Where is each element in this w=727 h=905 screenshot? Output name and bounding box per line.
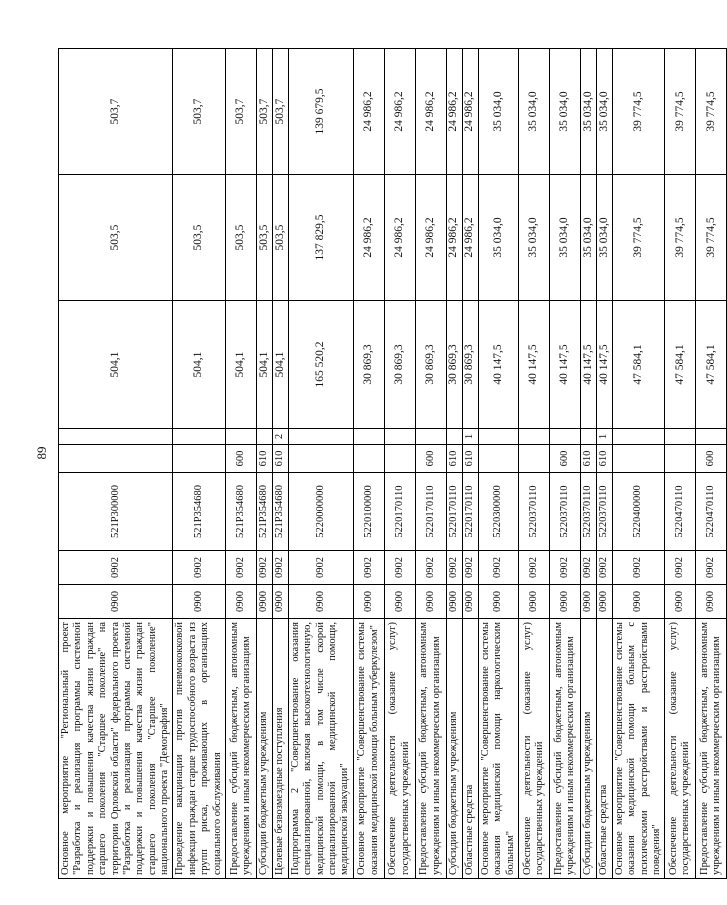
table-row bbox=[478, 49, 518, 879]
section-code-cell: 0900 bbox=[478, 585, 518, 619]
amount-year-3-cell: 24 986,2 bbox=[446, 49, 462, 175]
expense-type-cell bbox=[173, 445, 226, 473]
amount-year-3-cell: 24 986,2 bbox=[415, 49, 446, 175]
amount-year-2-cell: 39 774,5 bbox=[696, 175, 727, 301]
section-code-cell: 0900 bbox=[415, 585, 446, 619]
row-name-cell: Субсидии бюджетным учреждениям bbox=[580, 619, 596, 879]
section-code-cell: 0900 bbox=[256, 585, 272, 619]
amount-year-1-cell: 47 584,1 bbox=[696, 301, 727, 429]
section-code-cell: 0900 bbox=[596, 585, 612, 619]
amount-year-1-cell: 40 147,5 bbox=[580, 301, 596, 429]
amount-year-2-cell: 24 986,2 bbox=[462, 175, 478, 301]
target-article-cell: 5220170110 bbox=[446, 473, 462, 551]
source-code-cell bbox=[612, 429, 665, 445]
expense-type-cell bbox=[665, 445, 696, 473]
rotated-table-wrapper bbox=[58, 49, 723, 879]
expense-type-cell: 610 bbox=[462, 445, 478, 473]
amount-year-3-cell: 24 986,2 bbox=[353, 49, 384, 175]
target-article-cell: 5220370110 bbox=[518, 473, 549, 551]
table-row bbox=[446, 49, 462, 879]
subsection-code-cell: 0902 bbox=[353, 551, 384, 585]
target-article-cell: 521P300000 bbox=[59, 473, 173, 551]
amount-year-2-cell: 24 986,2 bbox=[446, 175, 462, 301]
subsection-code-cell: 0902 bbox=[518, 551, 549, 585]
source-code-cell bbox=[225, 429, 256, 445]
amount-year-1-cell: 40 147,5 bbox=[596, 301, 612, 429]
target-article-cell: 5220300000 bbox=[478, 473, 518, 551]
source-code-cell bbox=[256, 429, 272, 445]
target-article-cell: 5220470110 bbox=[665, 473, 696, 551]
amount-year-2-cell: 137 829,5 bbox=[288, 175, 353, 301]
subsection-code-cell: 0902 bbox=[384, 551, 415, 585]
section-code-cell: 0900 bbox=[225, 585, 256, 619]
section-code-cell: 0900 bbox=[384, 585, 415, 619]
source-code-cell bbox=[446, 429, 462, 445]
subsection-code-cell: 0902 bbox=[288, 551, 353, 585]
target-article-cell: 5220470110 bbox=[696, 473, 727, 551]
expense-type-cell: 600 bbox=[415, 445, 446, 473]
expense-type-cell: 610 bbox=[580, 445, 596, 473]
expense-type-cell bbox=[288, 445, 353, 473]
source-code-cell bbox=[478, 429, 518, 445]
row-name-cell: Основное мероприятие "Совершенствование системы оказания медицинской помощи больным туберкулезом" bbox=[353, 619, 384, 879]
section-code-cell: 0900 bbox=[665, 585, 696, 619]
subsection-code-cell: 0902 bbox=[549, 551, 580, 585]
amount-year-3-cell: 35 034,0 bbox=[518, 49, 549, 175]
table-row bbox=[462, 49, 478, 879]
target-article-cell: 5220370110 bbox=[549, 473, 580, 551]
table-row bbox=[272, 49, 288, 879]
table-row bbox=[353, 49, 384, 879]
table-row bbox=[173, 49, 226, 879]
row-name-cell: Областные средства bbox=[596, 619, 612, 879]
row-name-cell: Субсидии бюджетным учреждениям bbox=[446, 619, 462, 879]
target-article-cell: 521P354680 bbox=[173, 473, 226, 551]
section-code-cell: 0900 bbox=[272, 585, 288, 619]
expense-type-cell: 610 bbox=[446, 445, 462, 473]
source-code-cell bbox=[59, 429, 173, 445]
source-code-cell bbox=[415, 429, 446, 445]
subsection-code-cell: 0902 bbox=[173, 551, 226, 585]
source-code-cell bbox=[288, 429, 353, 445]
section-code-cell: 0900 bbox=[288, 585, 353, 619]
amount-year-3-cell: 35 034,0 bbox=[478, 49, 518, 175]
subsection-code-cell: 0902 bbox=[225, 551, 256, 585]
amount-year-2-cell: 24 986,2 bbox=[353, 175, 384, 301]
row-name-cell: Обеспечение деятельности (оказание услуг) государственных учреждений bbox=[665, 619, 696, 879]
table-row bbox=[256, 49, 272, 879]
table-row bbox=[580, 49, 596, 879]
amount-year-1-cell: 40 147,5 bbox=[478, 301, 518, 429]
source-code-cell bbox=[665, 429, 696, 445]
section-code-cell: 0900 bbox=[549, 585, 580, 619]
amount-year-3-cell: 39 774,5 bbox=[665, 49, 696, 175]
table-row bbox=[549, 49, 580, 879]
row-name-cell: Предоставление субсидий бюджетным, автономным учреждениям и иным некоммерческим организациям bbox=[696, 619, 727, 879]
amount-year-3-cell: 35 034,0 bbox=[549, 49, 580, 175]
row-name-cell: Основное мероприятие "Совершенствование системы оказания медицинской помощи наркологическим больным" bbox=[478, 619, 518, 879]
section-code-cell: 0900 bbox=[518, 585, 549, 619]
row-name-cell: Предоставление субсидий бюджетным, автономным учреждениям и иным некоммерческим организациям bbox=[225, 619, 256, 879]
subsection-code-cell: 0902 bbox=[272, 551, 288, 585]
amount-year-3-cell: 39 774,5 bbox=[612, 49, 665, 175]
target-article-cell: 5220400000 bbox=[612, 473, 665, 551]
amount-year-1-cell: 30 869,3 bbox=[415, 301, 446, 429]
target-article-cell: 5220000000 bbox=[288, 473, 353, 551]
row-name-cell: Областные средства bbox=[462, 619, 478, 879]
amount-year-2-cell: 503,5 bbox=[173, 175, 226, 301]
amount-year-3-cell: 503,7 bbox=[59, 49, 173, 175]
subsection-code-cell: 0902 bbox=[59, 551, 173, 585]
amount-year-1-cell: 30 869,3 bbox=[384, 301, 415, 429]
table-row bbox=[288, 49, 353, 879]
row-name-cell: Обеспечение деятельности (оказание услуг) государственных учреждений bbox=[384, 619, 415, 879]
target-article-cell: 5220170110 bbox=[462, 473, 478, 551]
expense-type-cell bbox=[518, 445, 549, 473]
source-code-cell: 1 bbox=[596, 429, 612, 445]
target-article-cell: 5220170110 bbox=[384, 473, 415, 551]
amount-year-1-cell: 47 584,1 bbox=[612, 301, 665, 429]
subsection-code-cell: 0902 bbox=[256, 551, 272, 585]
amount-year-1-cell: 504,1 bbox=[225, 301, 256, 429]
amount-year-1-cell: 504,1 bbox=[272, 301, 288, 429]
row-name-cell: Основное мероприятие "Региональный проект "Разработка и реализация программы системной поддержки и повышения качества жизни граждан старшего поколения "Старшее поколение" на территории Орловской области" федерального проекта "Разработка и реализация программы системной поддержки и повышения качества жизни граждан старшего поколения "Старшее поколение" национального проекта "Демография" bbox=[59, 619, 173, 879]
target-article-cell: 521P354680 bbox=[225, 473, 256, 551]
table-row bbox=[696, 49, 727, 879]
row-name-cell: Подпрограмма 2 "Совершенствование оказания специализированной, включая высокотехнологичную, медицинской помощи, в том числе скорой специализированной медицинской помощи, медицинской эвакуации" bbox=[288, 619, 353, 879]
expense-type-cell: 610 bbox=[256, 445, 272, 473]
amount-year-2-cell: 503,5 bbox=[225, 175, 256, 301]
subsection-code-cell: 0902 bbox=[446, 551, 462, 585]
source-code-cell bbox=[384, 429, 415, 445]
expense-type-cell bbox=[478, 445, 518, 473]
target-article-cell: 5220370110 bbox=[596, 473, 612, 551]
amount-year-1-cell: 40 147,5 bbox=[549, 301, 580, 429]
amount-year-1-cell: 30 869,3 bbox=[446, 301, 462, 429]
subsection-code-cell: 0902 bbox=[478, 551, 518, 585]
source-code-cell: 1 bbox=[462, 429, 478, 445]
row-name-cell: Субсидии бюджетным учреждениям bbox=[256, 619, 272, 879]
source-code-cell bbox=[353, 429, 384, 445]
source-code-cell bbox=[549, 429, 580, 445]
source-code-cell bbox=[696, 429, 727, 445]
budget-table bbox=[58, 48, 727, 879]
amount-year-2-cell: 35 034,0 bbox=[478, 175, 518, 301]
section-code-cell: 0900 bbox=[446, 585, 462, 619]
table-row bbox=[612, 49, 665, 879]
amount-year-2-cell: 35 034,0 bbox=[549, 175, 580, 301]
amount-year-3-cell: 35 034,0 bbox=[580, 49, 596, 175]
amount-year-1-cell: 30 869,3 bbox=[462, 301, 478, 429]
expense-type-cell bbox=[384, 445, 415, 473]
row-name-cell: Предоставление субсидий бюджетным, автономным учреждениям и иным некоммерческим организациям bbox=[549, 619, 580, 879]
expense-type-cell bbox=[59, 445, 173, 473]
amount-year-3-cell: 39 774,5 bbox=[696, 49, 727, 175]
section-code-cell: 0900 bbox=[580, 585, 596, 619]
row-name-cell: Обеспечение деятельности (оказание услуг) государственных учреждений bbox=[518, 619, 549, 879]
target-article-cell: 5220170110 bbox=[415, 473, 446, 551]
amount-year-1-cell: 504,1 bbox=[173, 301, 226, 429]
amount-year-3-cell: 503,7 bbox=[256, 49, 272, 175]
amount-year-2-cell: 24 986,2 bbox=[415, 175, 446, 301]
amount-year-2-cell: 503,5 bbox=[256, 175, 272, 301]
expense-type-cell: 610 bbox=[596, 445, 612, 473]
subsection-code-cell: 0902 bbox=[462, 551, 478, 585]
row-name-cell: Предоставление субсидий бюджетным, автономным учреждениям и иным некоммерческим организациям bbox=[415, 619, 446, 879]
target-article-cell: 521P354680 bbox=[256, 473, 272, 551]
amount-year-1-cell: 504,1 bbox=[256, 301, 272, 429]
source-code-cell bbox=[173, 429, 226, 445]
amount-year-3-cell: 24 986,2 bbox=[384, 49, 415, 175]
expense-type-cell: 600 bbox=[225, 445, 256, 473]
amount-year-2-cell: 39 774,5 bbox=[665, 175, 696, 301]
expense-type-cell: 600 bbox=[696, 445, 727, 473]
target-article-cell: 521P354680 bbox=[272, 473, 288, 551]
amount-year-1-cell: 504,1 bbox=[59, 301, 173, 429]
subsection-code-cell: 0902 bbox=[612, 551, 665, 585]
source-code-cell bbox=[580, 429, 596, 445]
amount-year-2-cell: 503,5 bbox=[59, 175, 173, 301]
section-code-cell: 0900 bbox=[353, 585, 384, 619]
amount-year-2-cell: 503,5 bbox=[272, 175, 288, 301]
table-row bbox=[384, 49, 415, 879]
section-code-cell: 0900 bbox=[462, 585, 478, 619]
amount-year-1-cell: 30 869,3 bbox=[353, 301, 384, 429]
table-row bbox=[518, 49, 549, 879]
table-row bbox=[415, 49, 446, 879]
amount-year-3-cell: 503,7 bbox=[173, 49, 226, 175]
page-number: 89 bbox=[34, 446, 49, 460]
target-article-cell: 5220100000 bbox=[353, 473, 384, 551]
expense-type-cell bbox=[353, 445, 384, 473]
amount-year-1-cell: 47 584,1 bbox=[665, 301, 696, 429]
subsection-code-cell: 0902 bbox=[665, 551, 696, 585]
amount-year-3-cell: 503,7 bbox=[272, 49, 288, 175]
amount-year-3-cell: 24 986,2 bbox=[462, 49, 478, 175]
amount-year-3-cell: 503,7 bbox=[225, 49, 256, 175]
target-article-cell: 5220370110 bbox=[580, 473, 596, 551]
subsection-code-cell: 0902 bbox=[580, 551, 596, 585]
table-row bbox=[596, 49, 612, 879]
table-row bbox=[665, 49, 696, 879]
amount-year-2-cell: 35 034,0 bbox=[518, 175, 549, 301]
table-row bbox=[59, 49, 173, 879]
row-name-cell: Целевые безвозмездные поступления bbox=[272, 619, 288, 879]
section-code-cell: 0900 bbox=[612, 585, 665, 619]
subsection-code-cell: 0902 bbox=[596, 551, 612, 585]
amount-year-3-cell: 35 034,0 bbox=[596, 49, 612, 175]
section-code-cell: 0900 bbox=[173, 585, 226, 619]
expense-type-cell bbox=[612, 445, 665, 473]
expense-type-cell: 610 bbox=[272, 445, 288, 473]
amount-year-2-cell: 35 034,0 bbox=[580, 175, 596, 301]
source-code-cell: 2 bbox=[272, 429, 288, 445]
subsection-code-cell: 0902 bbox=[696, 551, 727, 585]
amount-year-1-cell: 40 147,5 bbox=[518, 301, 549, 429]
amount-year-1-cell: 165 520,2 bbox=[288, 301, 353, 429]
section-code-cell: 0900 bbox=[696, 585, 727, 619]
subsection-code-cell: 0902 bbox=[415, 551, 446, 585]
source-code-cell bbox=[518, 429, 549, 445]
row-name-cell: Основное мероприятие "Совершенствование системы оказания медицинской помощи больным с психическими расстройствами и расстройствами поведения" bbox=[612, 619, 665, 879]
section-code-cell: 0900 bbox=[59, 585, 173, 619]
row-name-cell: Проведение вакцинации против пневмококковой инфекции граждан старше трудоспособного возраста из групп риска, проживающих в организациях социального обслуживания bbox=[173, 619, 226, 879]
table-row bbox=[225, 49, 256, 879]
amount-year-3-cell: 139 679,5 bbox=[288, 49, 353, 175]
amount-year-2-cell: 39 774,5 bbox=[612, 175, 665, 301]
expense-type-cell: 600 bbox=[549, 445, 580, 473]
amount-year-2-cell: 35 034,0 bbox=[596, 175, 612, 301]
amount-year-2-cell: 24 986,2 bbox=[384, 175, 415, 301]
